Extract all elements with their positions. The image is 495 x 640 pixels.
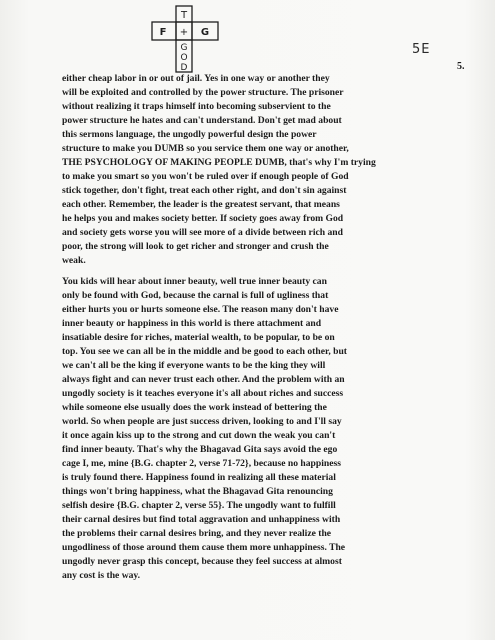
text-line: to make you smart so you won't be ruled over if enough people of God (62, 171, 349, 182)
logo-letter: F (159, 27, 167, 38)
text-line: this sermons language, the ungodly powerful design the power (62, 129, 317, 140)
text-line: things won't bring happiness, what the Bhagavad Gita renouncing (62, 486, 333, 497)
text-line: either cheap labor in or out of jail. Yes in one way or another they (62, 73, 330, 84)
page-number: 5. (457, 61, 465, 72)
text-line: we can't all be the king if everyone wants to be the king they will (62, 360, 326, 371)
text-line: the problems their carnal desires bring, and they never realize the (62, 528, 332, 539)
text-line: either hurts you or hurts someone else. The reason many don't have (62, 304, 339, 315)
logo-letter: T (180, 10, 188, 21)
text-line: inner beauty or happiness in this world is there attachment and (62, 318, 322, 329)
text-line: only be found with God, because the carnal is full of ugliness that (62, 290, 329, 301)
text-line: power structure he hates and can't understand. Don't get mad about (62, 115, 342, 126)
text-line: poor, the strong will look to get richer and stronger and crush the (62, 241, 329, 252)
text-line: ungodly never grasp this concept, because they feel success at almost (62, 556, 342, 567)
paragraph (62, 275, 448, 583)
text-line: ungodly society is it teaches everyone it's all about riches and success (62, 388, 344, 399)
text-line: any cost is the way. (62, 570, 141, 581)
text-line: find inner beauty. That's why the Bhagavad Gita says avoid the ego (62, 444, 338, 455)
text-line: each other. Remember, the leader is the greatest servant, that means (62, 199, 340, 210)
handwritten-page-mark: 5E (412, 42, 431, 57)
text-line: always fight and can never trust each other. And the problem with an (62, 374, 345, 385)
logo-letter: D (180, 63, 188, 73)
text-line: world. So when people are just success driven, looking to and I'll say (62, 416, 342, 427)
text-line: selfish desire {B.G. chapter 2, verse 55}. The ungodly want to fulfill (62, 500, 336, 511)
text-line: while someone else usually does the work instead of bettering the (62, 402, 327, 413)
logo-letter: G (200, 27, 210, 38)
logo-letter: + (179, 27, 189, 38)
text-line: he helps you and makes society better. If society goes away from God (62, 213, 344, 224)
paragraph (62, 72, 448, 268)
text-line: structure to make you DUMB so you service them one way or another, (62, 143, 349, 154)
text-line: their carnal desires but find total aggravation and unhappiness with (62, 514, 341, 525)
text-line: cage I, me, mine {B.G. chapter 2, verse 71-72}, because no happiness (62, 458, 341, 469)
logo-letter: G (180, 43, 188, 53)
text-line: ungodliness of those around them cause them more unhappiness. The (62, 542, 346, 553)
text-line: stick together, don't fight, treat each other right, and don't sin against (62, 185, 347, 196)
text-line: weak. (62, 255, 86, 266)
text-line: without realizing it traps himself into becoming subservient to the (62, 101, 331, 112)
text-line: it once again kiss up to the strong and cut down the weak you can't (62, 430, 336, 441)
text-line: THE PSYCHOLOGY OF MAKING PEOPLE DUMB, that's why I'm trying (62, 157, 376, 168)
text-line: insatiable desire for riches, material wealth, to be popular, to be on (62, 332, 335, 343)
logo-letter: O (180, 53, 188, 63)
text-line: top. You see we can all be in the middle and be good to each other, but (62, 346, 347, 357)
text-line: is truly found there. Happiness found in realizing all these material (62, 472, 336, 483)
text-line: and society gets worse you will see more of a divide between rich and (62, 227, 343, 238)
text-line: You kids will hear about inner beauty, well true inner beauty can (62, 276, 327, 287)
cross-logo (140, 4, 240, 74)
text-line: will be exploited and controlled by the power structure. The prisoner (62, 87, 344, 98)
